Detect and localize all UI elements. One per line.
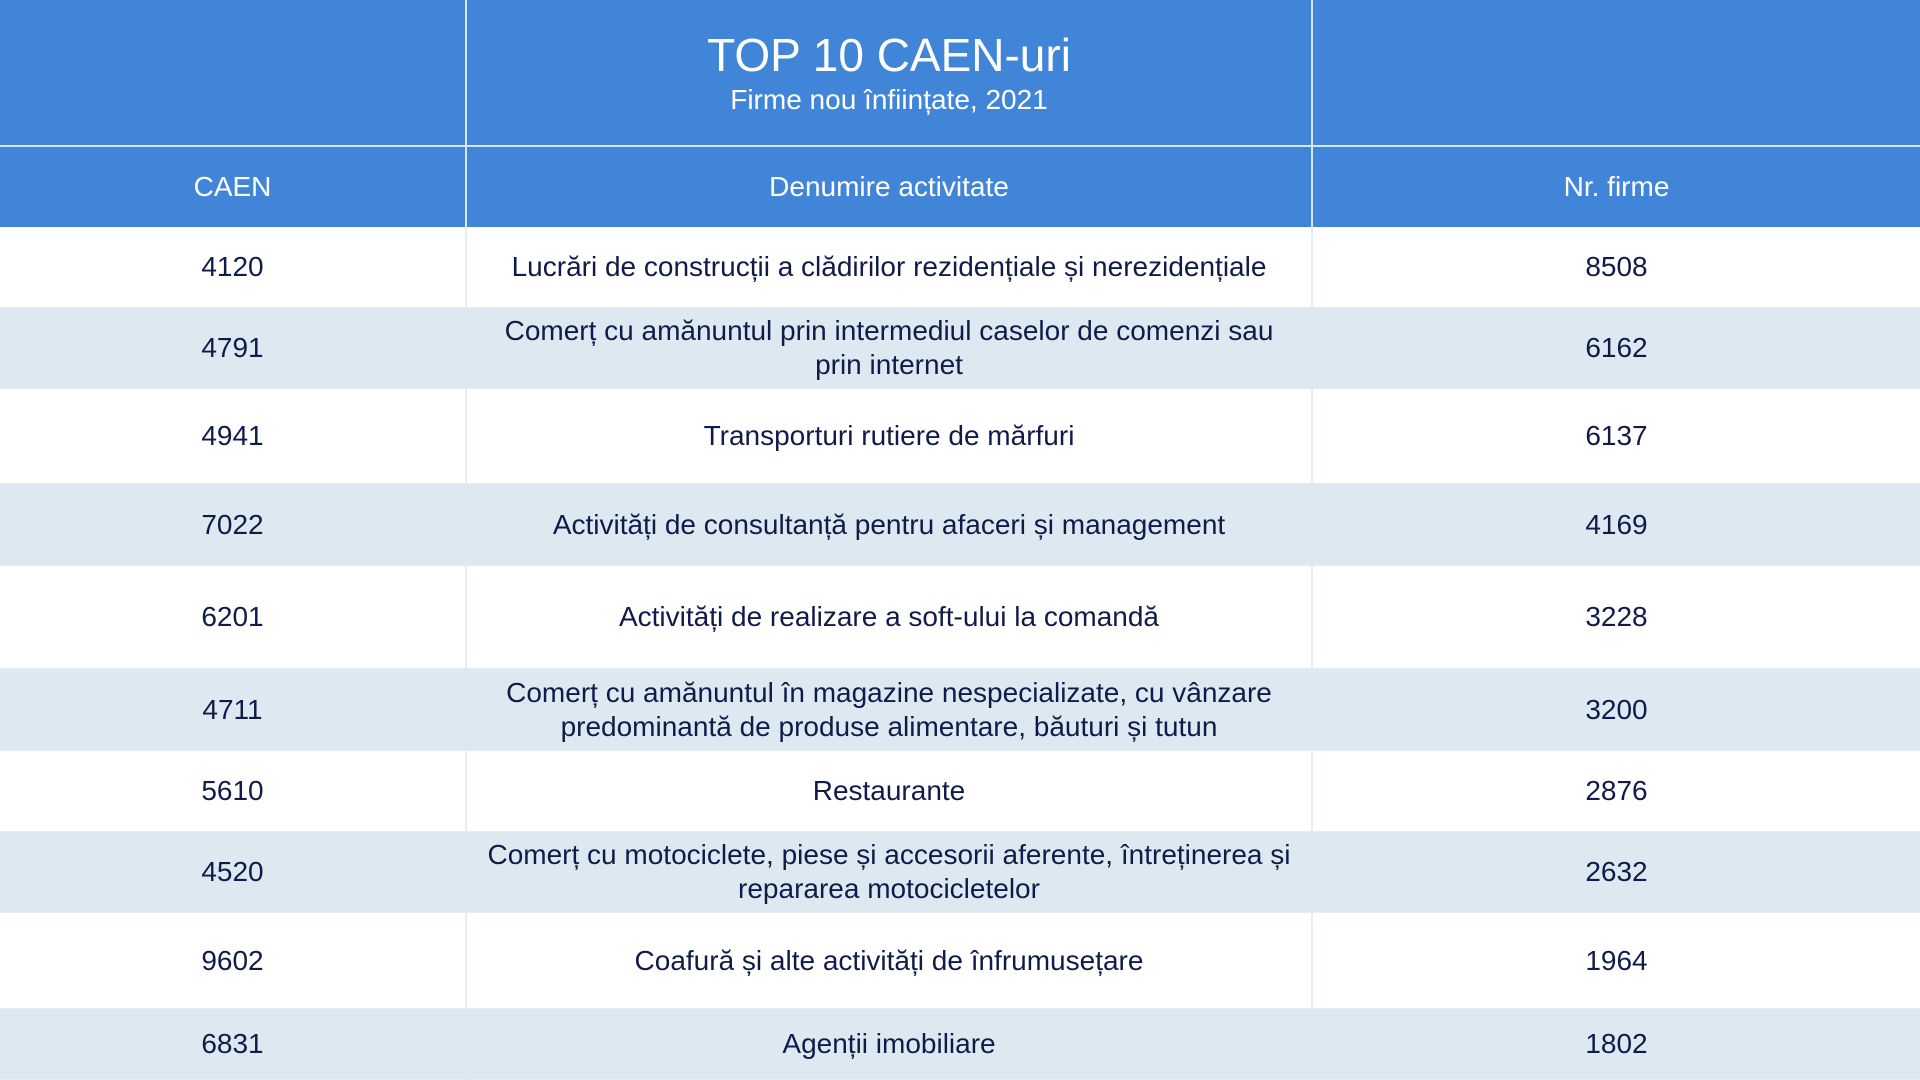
table-cell-activity: Lucrări de construcții a clădirilor rezidențiale și nerezidențiale bbox=[467, 227, 1313, 308]
table-cell-count: 6162 bbox=[1313, 308, 1920, 389]
table-cell-activity: Coafură și alte activități de înfrumusețare bbox=[467, 913, 1313, 1009]
table-cell-activity: Comerț cu amănuntul în magazine nespecializate, cu vânzare predominantă de produse alimentare, băuturi și tutun bbox=[467, 669, 1313, 751]
table-cell-caen: 4711 bbox=[0, 669, 467, 751]
table-cell-caen: 4120 bbox=[0, 227, 467, 308]
table-subtitle: Firme nou înființate, 2021 bbox=[730, 83, 1048, 115]
table-cell-activity: Comerț cu motociclete, piese și accesorii aferente, întreținerea și repararea motocicletelor bbox=[467, 832, 1313, 913]
table-cell-activity: Activități de realizare a soft-ului la comandă bbox=[467, 566, 1313, 669]
table-cell-caen: 5610 bbox=[0, 751, 467, 832]
table-cell-caen: 4941 bbox=[0, 389, 467, 484]
table-cell-caen: 4520 bbox=[0, 832, 467, 913]
column-header-caen: CAEN bbox=[0, 147, 467, 227]
table-cell-activity: Agenții imobiliare bbox=[467, 1009, 1313, 1080]
table-title: TOP 10 CAEN-uri bbox=[707, 28, 1071, 81]
table-cell-count: 3200 bbox=[1313, 669, 1920, 751]
table-cell-count: 4169 bbox=[1313, 484, 1920, 566]
table-cell-count: 2632 bbox=[1313, 832, 1920, 913]
table-cell-activity: Restaurante bbox=[467, 751, 1313, 832]
table-cell-caen: 6201 bbox=[0, 566, 467, 669]
table-cell-caen: 4791 bbox=[0, 308, 467, 389]
table-cell-count: 1964 bbox=[1313, 913, 1920, 1009]
title-right-spacer bbox=[1313, 0, 1920, 147]
table-cell-caen: 6831 bbox=[0, 1009, 467, 1080]
title-left-spacer bbox=[0, 0, 467, 147]
table-cell-count: 2876 bbox=[1313, 751, 1920, 832]
column-header-activity: Denumire activitate bbox=[467, 147, 1313, 227]
table-cell-activity: Transporturi rutiere de mărfuri bbox=[467, 389, 1313, 484]
table-cell-activity: Activități de consultanță pentru afaceri și management bbox=[467, 484, 1313, 566]
table-cell-count: 3228 bbox=[1313, 566, 1920, 669]
column-header-count: Nr. firme bbox=[1313, 147, 1920, 227]
table-cell-caen: 9602 bbox=[0, 913, 467, 1009]
table-cell-activity: Comerț cu amănuntul prin intermediul caselor de comenzi sau prin internet bbox=[467, 308, 1313, 389]
table-cell-caen: 7022 bbox=[0, 484, 467, 566]
table-cell-count: 8508 bbox=[1313, 227, 1920, 308]
table-title-block bbox=[467, 0, 1313, 147]
table-cell-count: 1802 bbox=[1313, 1009, 1920, 1080]
table-cell-count: 6137 bbox=[1313, 389, 1920, 484]
